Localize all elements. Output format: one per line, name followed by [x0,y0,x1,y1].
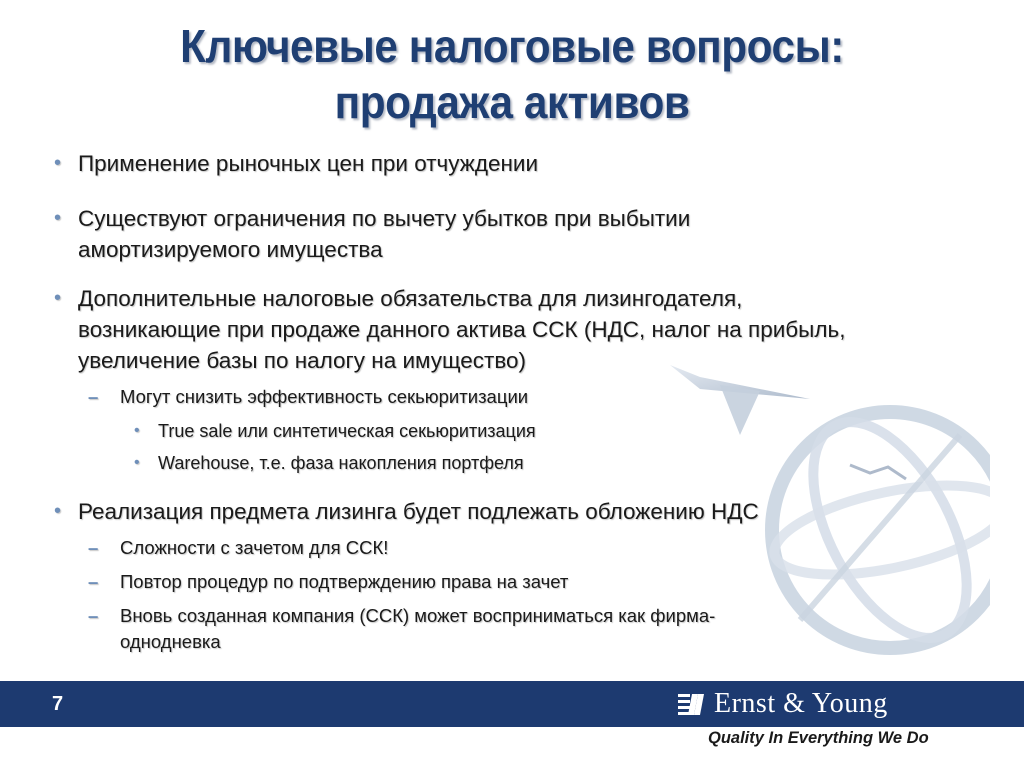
bullet-text: Применение рыночных цен при отчуждении [78,151,539,176]
title-line-1: Ключевые налоговые вопросы: [180,20,844,72]
bullet-icon: • [54,152,62,174]
bullet-item [52,148,972,179]
bullet-text: Существуют ограничения по вычету убытков при выбытии [78,206,691,231]
bullet-icon: • [54,207,62,229]
footer-bar [0,681,1024,727]
bullet-icon: • [54,287,62,309]
sub-sub-bullet-text: True sale или синтетическая секьюритизация [158,421,536,441]
sub-bullet-item [52,535,972,561]
company-logo [676,689,888,719]
dash-icon: – [88,537,99,558]
bullet-list [52,148,972,655]
sub-sub-bullet-item [52,450,972,476]
sub-bullet-item [52,569,972,595]
bullet-text: амортизируемого имущества [78,237,383,262]
bullet-text: возникающие при продаже данного актива ССК (НДС, налог на прибыль, [78,317,846,342]
sub-bullet-item [52,384,972,410]
sub-bullet-text: Сложности с зачетом для ССК! [120,537,389,558]
dash-icon: – [88,571,99,592]
ernst-young-logo-icon [676,691,706,717]
bullet-item [52,496,972,527]
sub-bullet-text: Вновь созданная компания (ССК) может восприниматься как фирма- [120,605,716,626]
page-number: 7 [52,693,64,715]
sub-bullet-text: Могут снизить эффективность секьюритизации [120,386,529,407]
bullet-text: Реализация предмета лизинга будет подлежать обложению НДС [78,499,759,524]
dash-icon: – [88,386,99,407]
sub-bullet-text: однодневка [120,631,221,652]
tagline: Quality In Everything We Do [708,729,929,747]
bullet-icon: • [54,500,62,522]
title-line-2: продажа активов [334,76,690,128]
sub-sub-bullet-item [52,418,972,444]
slide-title [41,18,983,130]
bullet-item [52,203,972,265]
bullet-item [52,283,972,376]
bullet-icon: • [134,454,140,471]
logo-text: Ernst & Young [714,688,888,719]
bullet-text: Дополнительные налоговые обязательства для лизингодателя, [78,286,743,311]
sub-bullet-text: Повтор процедур по подтверждению права на зачет [120,571,569,592]
dash-icon: – [88,605,99,626]
bullet-icon: • [134,422,140,439]
bullet-text: увеличение базы по налогу на имущество) [78,348,527,373]
sub-sub-bullet-text: Warehouse, т.е. фаза накопления портфеля [158,453,524,473]
sub-bullet-item [52,603,972,655]
